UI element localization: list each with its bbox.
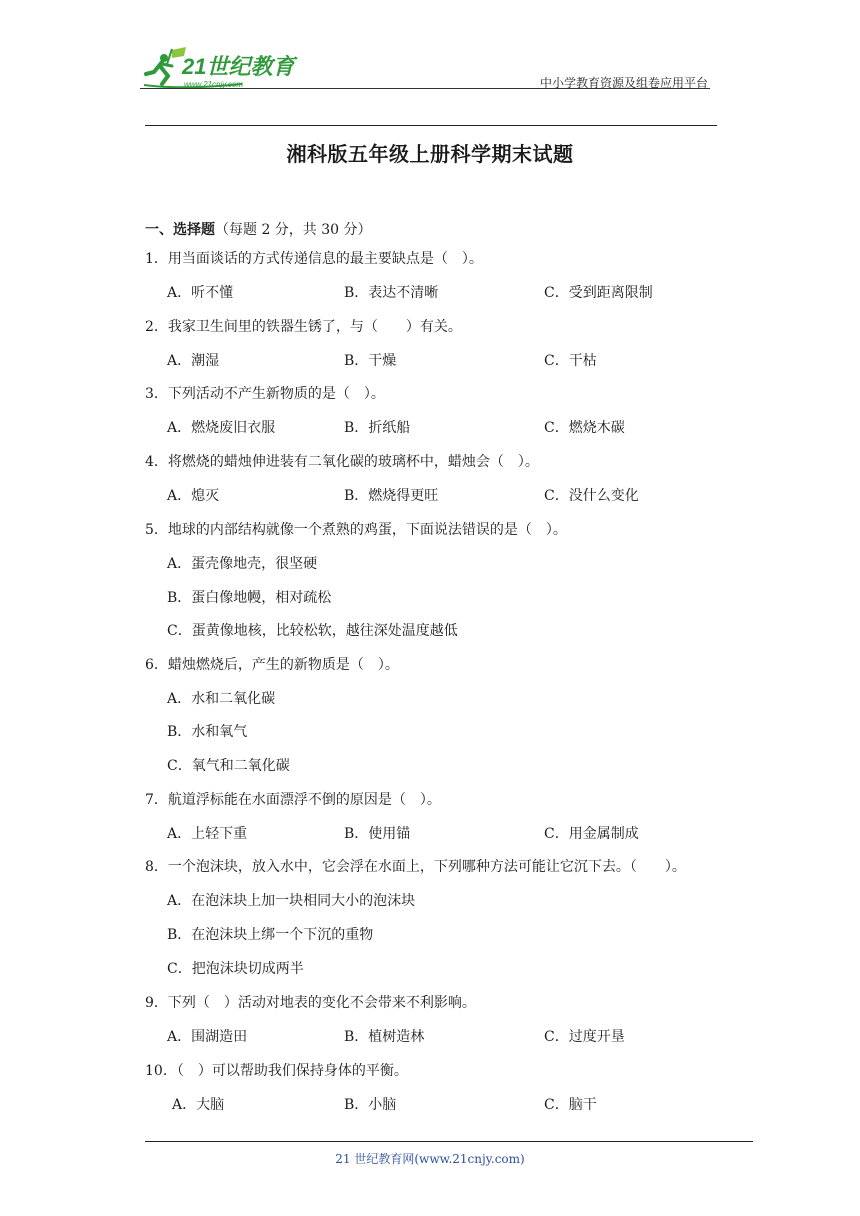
option-2c: C．干枯	[544, 353, 597, 369]
option-6a: A．水和二氧化碳	[167, 691, 276, 707]
brand-logo	[142, 44, 312, 90]
option-3a: A．燃烧废旧衣服	[167, 420, 276, 436]
section-points: （每题 2 分，共 30 分）	[215, 222, 372, 238]
header-divider	[140, 88, 710, 89]
option-8c: C．把泡沫块切成两半	[167, 961, 304, 977]
option-4b: B．燃烧得更旺	[344, 488, 439, 504]
footer-link[interactable]: 21 世纪教育网(www.21cnjy.com)	[335, 1152, 525, 1166]
footer-divider	[145, 1141, 753, 1142]
question-1: 1．用当面谈话的方式传递信息的最主要缺点是（ ）。	[145, 251, 483, 267]
option-3b: B．折纸船	[344, 420, 411, 436]
title-divider	[145, 125, 717, 126]
option-3c: C．燃烧木碳	[544, 420, 625, 436]
section-label: 一、选择题	[145, 222, 215, 238]
option-6b: B．水和氧气	[167, 724, 248, 740]
question-3: 3．下列活动不产生新物质的是（ ）。	[145, 386, 385, 402]
option-5a: A．蛋壳像地壳，很坚硬	[167, 556, 318, 572]
question-8: 8．一个泡沫块，放入水中，它会浮在水面上，下列哪种方法可能让它沉下去。（ ）。	[145, 859, 686, 875]
option-5c: C．蛋黄像地核，比较松软，越往深处温度越低	[167, 623, 458, 639]
question-10: 10．（ ）可以帮助我们保持身体的平衡。	[145, 1063, 408, 1079]
question-2: 2．我家卫生间里的铁器生锈了，与（ ）有关。	[145, 319, 462, 335]
option-6c: C．氧气和二氧化碳	[167, 758, 290, 774]
option-8a: A．在泡沫块上加一块相同大小的泡沫块	[167, 893, 416, 909]
question-5: 5．地球的内部结构就像一个煮熟的鸡蛋，下面说法错误的是（ ）。	[145, 522, 567, 538]
option-4a: A．熄灭	[167, 488, 220, 504]
option-7b: B．使用锚	[344, 826, 411, 842]
site-tagline: 中小学教育资源及组卷应用平台	[539, 76, 708, 90]
option-2a: A．潮湿	[167, 353, 220, 369]
section-heading	[145, 219, 372, 239]
option-10a: A．大脑	[172, 1097, 225, 1113]
option-2b: B．干燥	[344, 353, 397, 369]
option-4c: C．没什么变化	[544, 488, 639, 504]
option-9a: A．围湖造田	[167, 1029, 248, 1045]
option-10c: C．脑干	[544, 1097, 597, 1113]
logo-url: www.21cnjy.com	[184, 80, 243, 89]
option-10b: B．小脑	[344, 1097, 397, 1113]
logo-text: 21世纪教育	[182, 54, 295, 79]
option-1a: A．听不懂	[167, 285, 234, 301]
question-7: 7．航道浮标能在水面漂浮不倒的原因是（ ）。	[145, 792, 441, 808]
question-9: 9．下列（ ）活动对地表的变化不会带来不利影响。	[145, 995, 476, 1011]
page-title: 湘科版五年级上册科学期末试题	[286, 142, 574, 166]
option-7a: A．上轻下重	[167, 826, 248, 842]
question-4: 4．将燃烧的蜡烛伸进装有二氧化碳的玻璃杯中，蜡烛会（ ）。	[145, 454, 539, 470]
option-1b: B．表达不清晰	[344, 285, 439, 301]
option-9b: B．植树造林	[344, 1029, 425, 1045]
question-6: 6．蜡烛燃烧后，产生的新物质是（ ）。	[145, 657, 399, 673]
option-9c: C．过度开垦	[544, 1029, 625, 1045]
runner-logo-icon	[142, 44, 312, 90]
option-5b: B．蛋白像地幔，相对疏松	[167, 590, 332, 606]
option-1c: C．受到距离限制	[544, 285, 653, 301]
option-7c: C．用金属制成	[544, 826, 639, 842]
option-8b: B．在泡沫块上绑一个下沉的重物	[167, 927, 374, 943]
